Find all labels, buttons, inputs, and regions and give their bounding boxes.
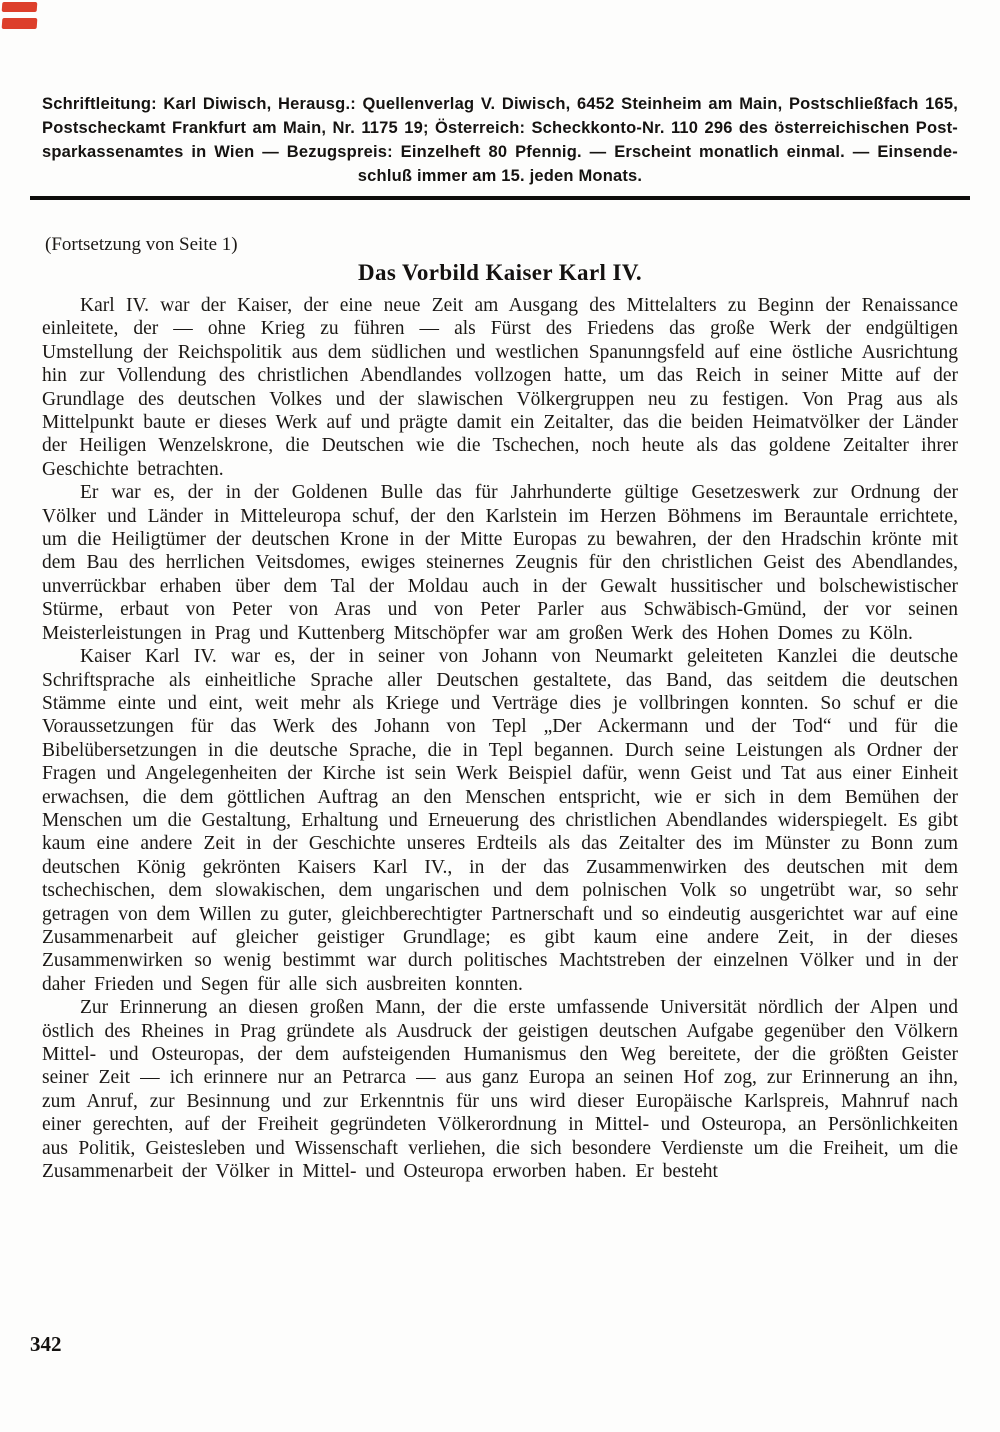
article-paragraph: Zur Erinnerung an diesen großen Mann, der die erste umfassende Universität nördlich der Alpen und östlich des Rheines in Prag gründete als Ausdruck der geistigen deutschen Aufgabe gegenüber den Völkern Mittel- und Osteuropas, der dem aufsteigenden Humanismus den Weg bereitete, der die größten Geister seiner Zeit — ich erinnere nur an Petrarca — aus ganz Europa an seinen Hof zog, zur Erinnerung an ihn, zum Anruf, zur Besinnung und zur Erkenntnis für uns wird dieser Europäische Karlspreis, Mahnruf nach einer gerechten, auf der Freiheit gegründeten Völkerordnung in Mittel- und Osteuropa, an Persönlichkeiten aus Politik, Geistesleben und Wissenschaft verliehen, die sich besondere Verdienste um die Freiheit, um die Zusammenarbeit der Völker in Mittel- und Osteuropa erworben haben. Er besteht: [42, 997, 958, 1183]
article-paragraph: Er war es, der in der Goldenen Bulle das für Jahrhunderte gültige Gesetzeswerk zur Ordnung der Völker und Länder in Mitteleuropa schuf, der den Karlstein im Herzen Böhmens im Berauntale errichtete, um die Heiligtümer der deutschen Krone in der Mitte Europas zu bewahren, der den Hradschin krönte mit dem Bau des herrlichen Veitsdomes, ewiges steinernes Zeugnis für den christlichen Geist des Abendlandes, unverrückbar erhaben über dem Tal der Moldau auch in der Gewalt hussitischer und bolschewistischer Stürme, erbaut von Peter von Aras und von Peter Parler aus Schwäbisch-Gmünd, der vor seinen Meisterleistungen in Prag und Kuttenberg Mitschöpfer war am großen Werk des Hohen Domes zu Köln.: [42, 482, 958, 644]
red-pen-mark-icon: [2, 18, 38, 29]
article-title: Das Vorbild Kaiser Karl IV.: [357, 260, 643, 285]
article-paragraph: Karl IV. war der Kaiser, der eine neue Zeit am Ausgang des Mittelalters zu Beginn der Renaissance einleitete, der — ohne Krieg zu führen — als Fürst des Friedens das große Werk der endgültigen Umstellung der Reichspolitik aus dem südlichen und westlichen Spanunngsfeld auf eine östliche Ausrichtung hin zur Vollendung des christlichen Abendlandes vollzogen hatte, um das Reich in seiner Mitte auf der Grundlage des deutschen Volkes und der slawischen Völkergruppen neu zu festigen. Von Prag aus als Mittelpunkt baute er dieses Werk auf und prägte damit ein Zeitalter, das die beiden Heimatvölker der Länder der Heiligen Wenzelskrone, die Deutschen wie die Tschechen, noch heute als das goldene Zeitalter ihrer Geschichte betrachten.: [42, 295, 958, 480]
red-pen-mark-icon: [2, 2, 38, 12]
masthead-line: sparkassenamtes in Wien — Bezugspreis: Einzelheft 80 Pfennig. — Erscheint monatlich einmal. — Einsende-: [42, 143, 958, 161]
divider-rule: [30, 196, 970, 200]
masthead-line: schluß immer am 15. jeden Monats.: [357, 167, 643, 185]
continuation-note: (Fortsetzung von Seite 1): [45, 234, 238, 255]
page-number: 342: [30, 1332, 62, 1356]
article-paragraph: Kaiser Karl IV. war es, der in seiner von Johann von Neumarkt geleiteten Kanzlei die deutsche Schriftsprache als einheitliche Sprache aller Deutschen gestaltete, das Band, das seitdem die deutschen Stämme einte und eint, weit mehr als Kriege und Verträge dies je vollbringen konnten. So schuf er die Voraussetzungen für das Werk des Johann von Tepl „Der Ackermann und der Tod“ und für die Bibelübersetzungen in die deutsche Sprache, die in Tepl begannen. Durch seine Leistungen als Ordner der Fragen und Angelegenheiten der Kirche ist sein Werk Beispiel dafür, wenn Geist und Tat aus einer Einheit erwachsen, die dem göttlichen Auftrag an den Menschen entspricht, wie er sich in dem Bemühen der Menschen um die Gestaltung, Erhaltung und Erneuerung des christlichen Abendlandes widerspiegelt. Es gibt kaum eine andere Zeit in der Geschichte unseres Erdteils als das Zeitalter des im Münster zu Bonn zum deutschen König gekrönten Kaisers Karl IV., in der das Zusammenwirken des deutschen mit dem tschechischen, dem slowakischen, dem ungarischen und dem polnischen Volk so ungetrübt war, so sehr getragen von dem Willen zu guter, gleichberechtigter Partnerschaft und so eindeutig ausgerichtet war auf eine Zusammenarbeit auf gleicher geistiger Grundlage; es gibt kaum eine andere Zeit, in der dieses Zusammenwirken so wenig bestimmt war durch politisches Machtstreben der einzelnen Völker und in der daher Frieden und Segen für alle sich ausbreiten konnten.: [42, 646, 958, 995]
masthead-line: Schriftleitung: Karl Diwisch, Herausg.: Quellenverlag V. Diwisch, 6452 Steinheim am Main, Postschließfach 165,: [42, 95, 958, 113]
masthead: [42, 92, 958, 188]
masthead-line: Postscheckamt Frankfurt am Main, Nr. 1175 19; Österreich: Scheckkonto-Nr. 110 296 des österreichischen Post-: [42, 119, 958, 137]
article-body: [42, 294, 958, 1183]
